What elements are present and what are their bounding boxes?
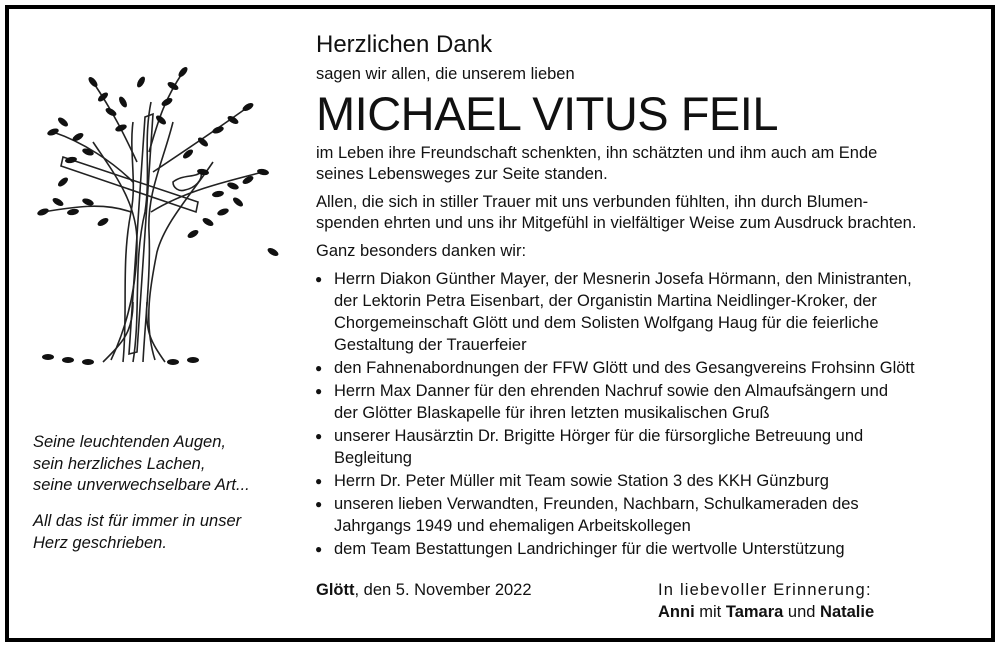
list-item-line: unseren lieben Verwandten, Freunden, Nachbarn, Schulkameraden des [334, 495, 859, 513]
main-text [316, 30, 976, 561]
bullet-icon: ● [315, 542, 323, 556]
list-item [316, 268, 976, 356]
list-item-line: Jahrgangs 1949 und ehemaligen Arbeitskollegen [334, 517, 691, 535]
signature-block [658, 579, 874, 623]
poem-line: sein herzliches Lachen, [33, 454, 206, 473]
list-item [316, 493, 976, 537]
list-item [316, 470, 976, 492]
paragraph-3: Ganz besonders danken wir: [316, 242, 527, 260]
bullet-icon: ● [315, 429, 323, 443]
connector: und [783, 603, 821, 621]
list-item-line: Gestaltung der Trauerfeier [334, 336, 527, 354]
poem-line: Seine leuchtenden Augen, [33, 433, 226, 451]
thanks-list [316, 268, 976, 560]
family-names [658, 601, 874, 623]
list-item-line: Herrn Diakon Günther Mayer, der Mesnerin Josefa Hörmann, den Ministranten, [334, 270, 912, 288]
list-item [316, 380, 976, 424]
place-date [316, 579, 532, 601]
name-natalie: Natalie [820, 603, 875, 621]
intro-line: sagen wir allen, die unserem lieben [316, 65, 575, 83]
paragraph-line: seines Lebensweges zur Seite standen. [316, 165, 608, 183]
place: Glött [316, 581, 355, 599]
connector: mit [694, 603, 726, 621]
paragraph-line: im Leben ihre Freundschaft schenkten, ihn schätzten und ihm auch am Ende [316, 144, 878, 162]
list-item-line: Herrn Max Danner für den ehrenden Nachruf sowie den Almaufsängern und [334, 382, 888, 400]
list-item-line: Chorgemeinschaft Glött und dem Solisten Wolfgang Haug für die feierliche [334, 314, 879, 332]
list-item-line: der Lektorin Petra Eisenbart, der Organistin Martina Neidlinger-Kroker, der [334, 292, 877, 310]
deceased-name: MICHAEL VITUS FEIL [316, 87, 778, 140]
poem-line: Herz geschrieben. [33, 533, 167, 552]
bullet-icon: ● [315, 384, 323, 398]
list-item-line: unserer Hausärztin Dr. Brigitte Hörger für die fürsorgliche Betreuung und [334, 427, 864, 445]
poem-line: All das ist für immer in unser [33, 512, 242, 530]
bullet-icon: ● [315, 474, 323, 488]
date: , den 5. November 2022 [354, 581, 532, 599]
list-item-line: Begleitung [334, 449, 412, 467]
poem-verse-1 [33, 432, 250, 497]
paragraph-2 [316, 192, 976, 234]
list-item [316, 357, 976, 379]
paragraph-1 [316, 143, 976, 185]
paragraph-line: spenden ehrten und uns ihr Mitgefühl in vielfältiger Weise zum Ausdruck brachten. [316, 214, 917, 232]
poem-verse-2 [33, 511, 241, 554]
poem-line: seine unverwechselbare Art... [33, 476, 250, 494]
list-item [316, 425, 976, 469]
name-anni: Anni [658, 603, 695, 621]
remembrance-line: In liebevoller Erinnerung: [658, 581, 872, 599]
list-item-line: der Glötter Blaskapelle für ihren letzten musikalischen Gruß [334, 404, 770, 422]
tree-cross-illustration [33, 62, 283, 372]
name-tamara: Tamara [725, 603, 784, 621]
list-item-line: den Fahnenabordnungen der FFW Glött und des Gesangvereins Frohsinn Glött [334, 359, 915, 377]
list-item-line: Herrn Dr. Peter Müller mit Team sowie Station 3 des KKH Günzburg [334, 472, 829, 490]
list-item [316, 538, 976, 560]
page-title: Herzlichen Dank [316, 31, 493, 58]
list-item-line: dem Team Bestattungen Landrichinger für die wertvolle Unterstützung [334, 540, 845, 558]
paragraph-line: Allen, die sich in stiller Trauer mit uns verbunden fühlten, ihn durch Blumen- [316, 193, 869, 211]
bullet-icon: ● [315, 497, 323, 511]
bullet-icon: ● [315, 272, 323, 286]
bullet-icon: ● [315, 361, 323, 375]
